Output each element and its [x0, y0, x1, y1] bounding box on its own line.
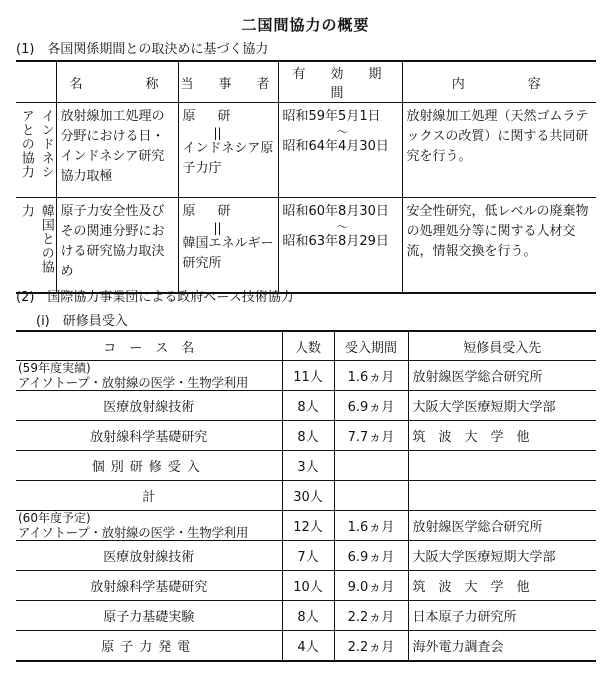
duration-cell: 2.2ヵ月	[334, 601, 408, 631]
duration-cell: 1.6ヵ月	[334, 511, 408, 541]
equals-mark: ||	[213, 126, 222, 140]
agreement-name: 放射線加工処理の分野における日・インドネシア研究協力取極	[56, 103, 178, 198]
duration-cell: 7.7ヵ月	[334, 421, 408, 451]
agreement-name: 原子力安全性及びその関連分野における研究協力取決め	[56, 198, 178, 294]
agreements-table	[16, 60, 596, 294]
period-end: 昭和64年4月30日	[282, 139, 389, 154]
content-cell: 放射線加工処理（天然ゴムラテックスの改質）に関する共同研究を行う。	[402, 103, 596, 198]
fiscal-year-label: (59年度実績)	[18, 361, 91, 375]
header-country	[16, 61, 56, 103]
people-cell: 8人	[282, 601, 334, 631]
table-row	[16, 511, 596, 541]
host-cell: 日本原子力研究所	[408, 601, 596, 631]
table-row	[16, 541, 596, 571]
period-cell	[278, 198, 402, 294]
course-name: 医療放射線技術	[16, 391, 282, 421]
table-row	[16, 421, 596, 451]
duration-cell: 6.9ヵ月	[334, 541, 408, 571]
duration-cell: 2.2ヵ月	[334, 631, 408, 662]
period-end: 昭和63年8月29日	[282, 234, 389, 249]
total-row	[16, 481, 596, 511]
total-label: 計	[16, 481, 282, 511]
people-cell: 10人	[282, 571, 334, 601]
party-top: 原研	[182, 204, 253, 219]
people-cell: 4人	[282, 631, 334, 662]
page-title: 二国間協力の概要	[241, 16, 370, 34]
host-cell: 大阪大学医療短期大学部	[408, 391, 596, 421]
course-cell	[16, 361, 282, 391]
table-row	[16, 391, 596, 421]
fiscal-year-label: (60年度予定)	[18, 511, 91, 525]
host-cell: 海外電力調査会	[408, 631, 596, 662]
country-cell: 韓国との協力	[16, 198, 56, 294]
header-name: 名 称	[56, 61, 178, 103]
header-host: 短修員受入先	[408, 331, 596, 361]
course-name: 放射線科学基礎研究	[16, 571, 282, 601]
trainee-header-row	[16, 331, 596, 361]
course-name: 原子力基礎実験	[16, 601, 282, 631]
agreements-header-row	[16, 61, 596, 103]
people-cell: 7人	[282, 541, 334, 571]
table-row	[16, 103, 596, 198]
table-row	[16, 198, 596, 294]
period-tilde: ～	[336, 220, 349, 234]
table-row	[16, 361, 596, 391]
party-cell	[178, 198, 278, 294]
header-content: 内 容	[402, 61, 596, 103]
content-cell: 安全性研究，低レベルの廃棄物の処理処分等に関する人材交流，情報交換を行う。	[402, 198, 596, 294]
people-cell: 30人	[282, 481, 334, 511]
header-people: 人数	[282, 331, 334, 361]
table-row	[16, 601, 596, 631]
course-name: 医療放射線技術	[16, 541, 282, 571]
period-tilde: ～	[336, 125, 349, 139]
host-cell: 放射線医学総合研究所	[408, 511, 596, 541]
host-cell	[408, 451, 596, 481]
table-row	[16, 451, 596, 481]
course-name: 原子力発電	[16, 631, 282, 662]
country-cell: インドネシアとの協力	[16, 103, 56, 198]
people-cell: 3人	[282, 451, 334, 481]
party-bottom: 韓国エネルギー研究所	[182, 236, 274, 271]
people-cell: 8人	[282, 421, 334, 451]
period-cell	[278, 103, 402, 198]
party-bottom: インドネシア原子力庁	[182, 141, 274, 176]
party-top: 原研	[182, 109, 253, 124]
trainee-subheading: (i) 研修員受入	[36, 314, 128, 329]
people-cell: 12人	[282, 511, 334, 541]
people-cell: 8人	[282, 391, 334, 421]
host-cell: 筑 波 大 学 他	[408, 571, 596, 601]
host-cell: 大阪大学医療短期大学部	[408, 541, 596, 571]
course-name: アイソトープ・放射線の医学・生物学利用	[18, 525, 249, 540]
duration-cell: 9.0ヵ月	[334, 571, 408, 601]
duration-cell	[334, 451, 408, 481]
header-duration: 受入期間	[334, 331, 408, 361]
course-name: 放射線科学基礎研究	[16, 421, 282, 451]
period-start: 昭和59年5月1日	[282, 109, 381, 124]
header-course: コ ー ス 名	[16, 331, 282, 361]
header-period: 有 効 期 間	[278, 61, 402, 103]
trainee-table	[16, 330, 596, 662]
duration-cell	[334, 481, 408, 511]
course-cell	[16, 511, 282, 541]
people-cell: 11人	[282, 361, 334, 391]
host-cell: 放射線医学総合研究所	[408, 361, 596, 391]
duration-cell: 6.9ヵ月	[334, 391, 408, 421]
period-start: 昭和60年8月30日	[282, 204, 389, 219]
duration-cell: 1.6ヵ月	[334, 361, 408, 391]
course-name: アイソトープ・放射線の医学・生物学利用	[18, 375, 249, 390]
host-cell: 筑 波 大 学 他	[408, 421, 596, 451]
header-party: 当 事 者	[178, 61, 278, 103]
party-cell	[178, 103, 278, 198]
host-cell	[408, 481, 596, 511]
course-name: 個別研修受入	[16, 451, 282, 481]
table-row	[16, 631, 596, 662]
equals-mark: ||	[213, 221, 222, 235]
section2-heading: (2) 国際協力事業団による政府ベース技術協力	[16, 290, 294, 305]
section1-heading: (1) 各国関係期間との取決めに基づく協力	[16, 42, 269, 57]
table-row	[16, 571, 596, 601]
